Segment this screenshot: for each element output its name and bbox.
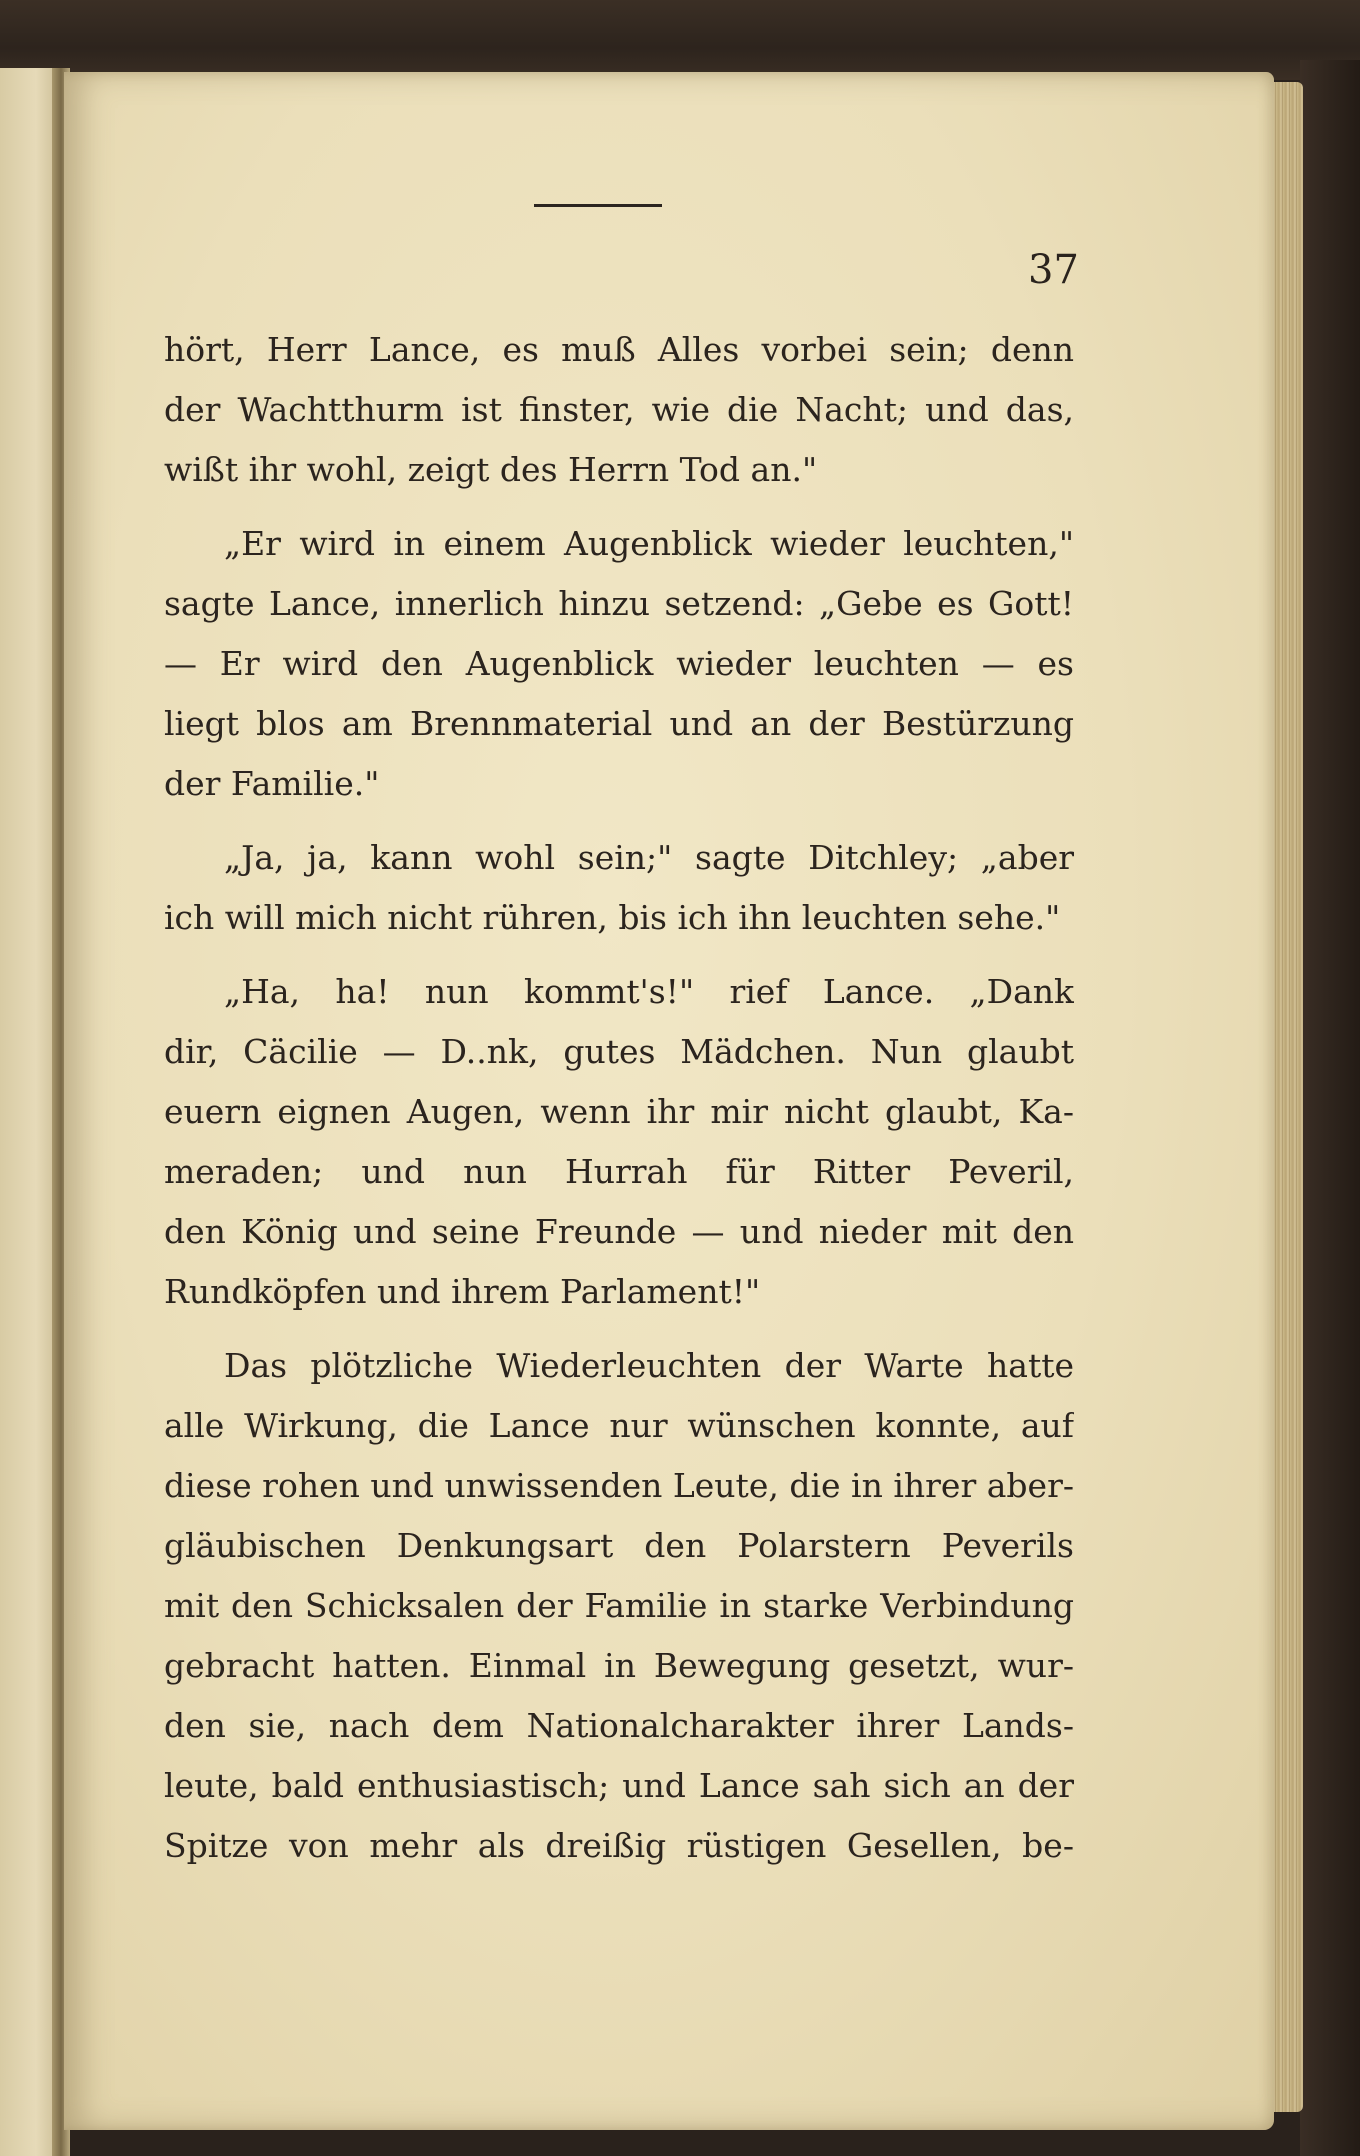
- page-number: 37: [1028, 247, 1079, 293]
- text-line: mit den Schicksalen der Familie in starke Verbindung: [164, 1586, 1074, 1625]
- body-text: [164, 320, 1074, 1876]
- text-line: der Familie.": [164, 764, 380, 803]
- text-line: ich will mich nicht rühren, bis ich ihn leuchten sehe.": [164, 898, 1061, 937]
- book-page: [64, 72, 1274, 2130]
- text-line: sagte Lance, innerlich hinzu setzend: „Gebe es Gott!: [164, 584, 1074, 623]
- text-line: Rundköpfen und ihrem Parlament!": [164, 1272, 761, 1311]
- facing-page-edge: [0, 68, 60, 2156]
- paragraph: [164, 828, 1074, 948]
- text-line: hört, Herr Lance, es muß Alles vorbei sein; denn: [164, 330, 1074, 369]
- text-line: „Er wird in einem Augenblick wieder leuchten,": [224, 524, 1074, 563]
- paragraph: [164, 962, 1074, 1322]
- paragraph: [164, 1336, 1074, 1876]
- text-line: alle Wirkung, die Lance nur wünschen konnte, auf: [164, 1406, 1074, 1445]
- text-line: leute, bald enthusiastisch; und Lance sah sich an der: [164, 1766, 1074, 1805]
- text-line: wißt ihr wohl, zeigt des Herrn Tod an.": [164, 450, 818, 489]
- text-line: liegt blos am Brennmaterial und an der Bestürzung: [164, 704, 1074, 743]
- text-line: dir, Cäcilie — D..nk, gutes Mädchen. Nun glaubt: [164, 1032, 1074, 1071]
- text-line: der Wachtthurm ist finster, wie die Nacht; und das,: [164, 390, 1074, 429]
- book-cover-right: [1300, 60, 1360, 2156]
- text-line: meraden; und nun Hurrah für Ritter Peveril,: [164, 1152, 1074, 1191]
- text-line: Spitze von mehr als dreißig rüstigen Gesellen, be-: [164, 1826, 1074, 1865]
- text-line: diese rohen und unwissenden Leute, die in ihrer aber-: [164, 1466, 1074, 1505]
- text-line: den König und seine Freunde — und nieder mit den: [164, 1212, 1074, 1251]
- text-line: gläubischen Denkungsart den Polarstern Peverils: [164, 1526, 1074, 1565]
- text-line: gebracht hatten. Einmal in Bewegung gesetzt, wur-: [164, 1646, 1074, 1685]
- paragraph: [164, 514, 1074, 814]
- text-line: — Er wird den Augenblick wieder leuchten — es: [164, 644, 1074, 683]
- header-rule: [534, 204, 662, 207]
- text-line: „Ja, ja, kann wohl sein;" sagte Ditchley; „aber: [224, 838, 1074, 877]
- book-cover-top: [0, 0, 1360, 80]
- text-line: euern eignen Augen, wenn ihr mir nicht glaubt, Ka-: [164, 1092, 1074, 1131]
- text-line: „Ha, ha! nun kommt's!" rief Lance. „Dank: [224, 972, 1074, 1011]
- text-line: Das plötzliche Wiederleuchten der Warte hatte: [224, 1346, 1074, 1385]
- text-line: den sie, nach dem Nationalcharakter ihrer Lands-: [164, 1706, 1074, 1745]
- paragraph: [164, 320, 1074, 500]
